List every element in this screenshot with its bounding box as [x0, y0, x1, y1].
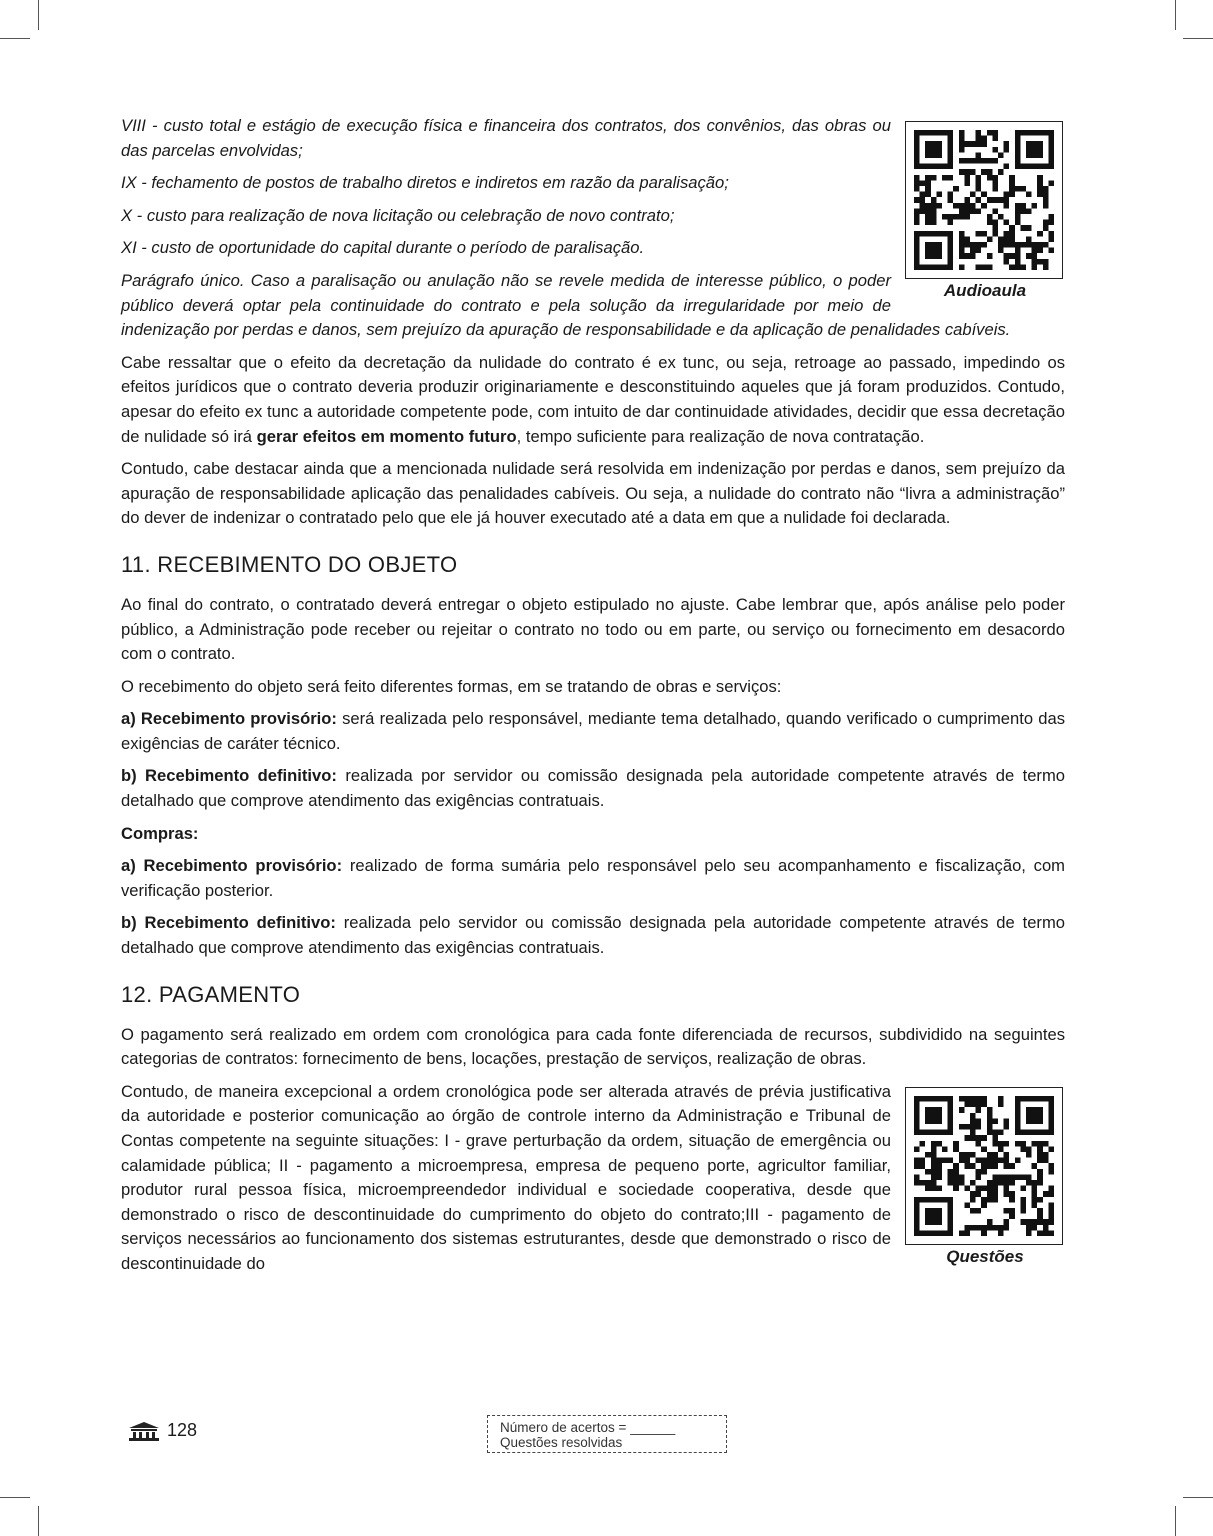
score-label: Número de acertos = ______ [500, 1420, 676, 1435]
crop-mark [1175, 0, 1176, 30]
compras-label-run: Compras: [121, 823, 199, 843]
qr-caption: Questões [946, 1246, 1024, 1266]
crop-mark [38, 1506, 39, 1536]
crop-mark [1183, 38, 1213, 39]
compras-b-run: b) Recebimento definitivo: [121, 913, 336, 933]
crop-mark [1175, 1506, 1176, 1536]
qr-questoes-box [905, 1087, 1065, 1267]
obras-b [121, 764, 1065, 813]
rec-intro: Ao final do contrato, o contratado deverá entregar o objeto estipulado no ajuste. Cabe lembrar que, após análise pelo poder público, a Administração pode receber ou rejeitar o contrato no todo ou em parte, ou serviço ou fornecimento em desacordo com o contrato. [121, 594, 1065, 664]
qr-code-icon [914, 130, 1054, 270]
pag-ordem: O pagamento será realizado em ordem com cronológica para cada fonte diferenciada de recursos, subdividido na seguintes categorias de contratos: fornecimento de bens, locações, prestação de serviços, realização de obras. [121, 1024, 1065, 1069]
qr-frame [905, 1087, 1063, 1245]
temple-logo-icon [127, 1421, 161, 1441]
page-footer [127, 1420, 197, 1441]
qr-code-icon [914, 1096, 1054, 1236]
obras-a [121, 707, 1065, 756]
compras-b [121, 911, 1065, 960]
inc-x: X - custo para realização de nova licitação ou celebração de novo contrato; [121, 205, 675, 225]
inc-viii: VIII - custo total e estágio de execução física e financeira dos contratos, dos convênios, das obras ou das parcelas envolvidas; [121, 116, 891, 160]
compras-a-run: a) Recebimento provisório: [121, 856, 343, 876]
ex-tunc-run: gerar efeitos em momento futuro [256, 426, 517, 446]
pag-excecao: Contudo, de maneira excepcional a ordem cronológica pode ser alterada através de prévia justificativa da autoridade e posterior comunicação ao órgão de controle interno da Administração e Tribunal de Contas competente na seguinte situações: I - grave perturbação da ordem, situação de emergência ou calamidade pública; II - pagamento a microempresa, empresa de pequeno porte, agricultor familiar, produtor rural pessoa física, microempreendedor individual e sociedade cooperativa, desde que demonstrado o risco de descontinuidade do cumprimento do objeto do contrato;III - pagamento de serviços necessários ao funcionamento dos sistemas estruturantes, desde que demonstrado o risco de descontinuidade do [121, 1081, 891, 1273]
compras-a-run: realizado de forma sumária pelo responsável pelo seu acompanhamento e fiscalização, com verificação posterior. [121, 856, 1066, 900]
obras-b-run: realizada por servidor ou comissão designada pela autoridade competente através de termo detalhado que comprove atendimento das exigências contratuais. [121, 766, 1065, 811]
rec-formas: O recebimento do objeto será feito diferentes formas, em se tratando de obras e serviços: [121, 676, 782, 696]
ex-tunc-run: Cabe ressaltar que o efeito da decretação da nulidade do contrato é ex tunc, ou seja, retroage ao passado, impedindo os efeitos jurídicos que o contrato deveria produzir originariamente e desconstituindo aqueles que já foram produzidos. Contudo, apesar do efeito ex tunc a autoridade competente pode, com intuito de dar continuidade atividades, decidir que essa decretação de nulidade só irá [121, 352, 1065, 446]
obras-b-run: b) Recebimento definitivo: [121, 766, 337, 786]
qr-frame [905, 121, 1063, 279]
inc-xi: XI - custo de oportunidade do capital durante o período de paralisação. [121, 238, 645, 258]
heading-12: 12. PAGAMENTO [121, 981, 301, 1007]
score-box [487, 1415, 727, 1453]
crop-mark [1183, 1497, 1213, 1498]
qr-caption: Audioaula [943, 281, 1027, 300]
crop-mark [0, 38, 30, 39]
compras-label [121, 822, 1065, 847]
qr-audio-box [905, 121, 1065, 301]
crop-mark [0, 1497, 30, 1498]
ex-tunc [121, 351, 1065, 449]
page-content [121, 114, 1065, 1285]
ex-tunc-run: , tempo suficiente para realização de nova contratação. [516, 426, 925, 446]
page-number: 128 [167, 1420, 198, 1440]
compras-b-run: realizada pelo servidor ou comissão designada pela autoridade competente através de termo detalhado que comprove atendimento das exigências contratuais. [121, 913, 1066, 958]
heading-11: 11. RECEBIMENTO DO OBJETO [121, 551, 458, 577]
inc-ix: IX - fechamento de postos de trabalho diretos e indiretos em razão da paralisação; [121, 173, 729, 193]
nulidade: Contudo, cabe destacar ainda que a mencionada nulidade será resolvida em indenização por perdas e danos, sem prejuízo da apuração de responsabilidade aplicação das penalidades cabíveis. Ou seja, a nulidade do contrato não “livra a administração” do dever de indenizar o contratado pelo que ele já houver executado até a data em que a nulidade foi declarada. [121, 459, 1065, 528]
resolved-label: Questões resolvidas [500, 1435, 623, 1450]
obras-a-run: a) Recebimento provisório: [121, 709, 337, 729]
compras-a [121, 854, 1065, 903]
par-unico: Parágrafo único. Caso a paralisação ou anulação não se revele medida de interesse público, o poder público deverá optar pela continuidade do contrato e pela solução da irregularidade por meio de indenização por perdas e danos, sem prejuízo da apuração de responsabilidade e da aplicação de penalidades cabíveis. [121, 270, 1011, 340]
crop-mark [38, 0, 39, 30]
obras-a-run: será realizada pelo responsável, mediante tema detalhado, quando verificado o cumprimento das exigências de caráter técnico. [121, 709, 1065, 753]
